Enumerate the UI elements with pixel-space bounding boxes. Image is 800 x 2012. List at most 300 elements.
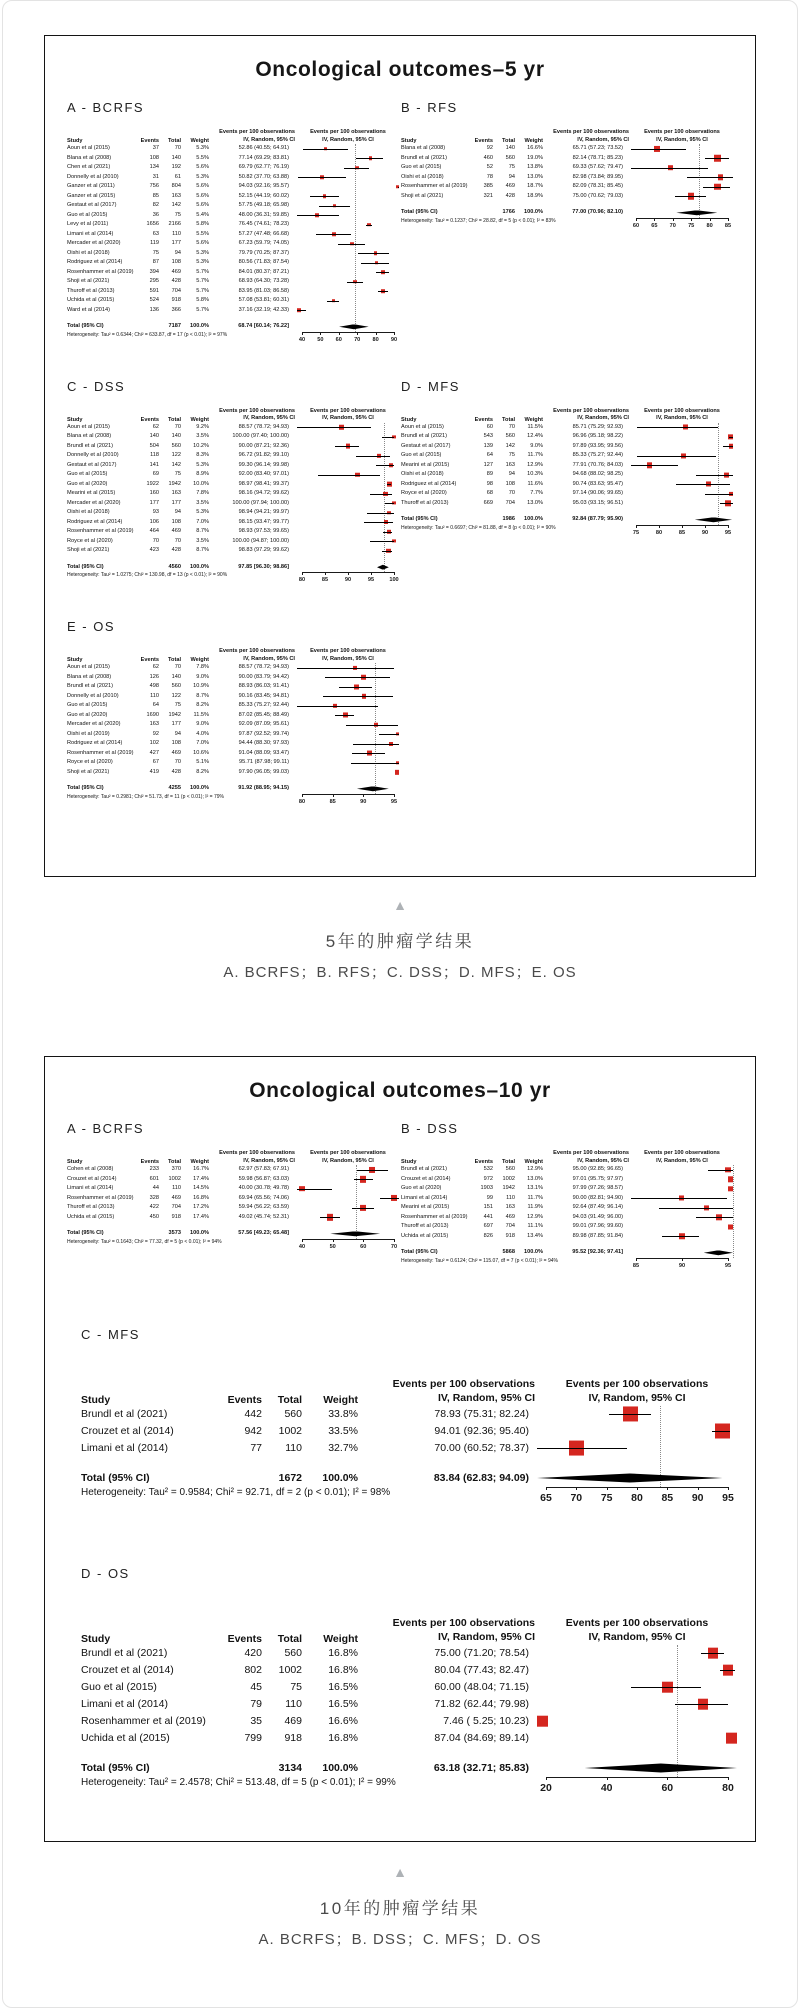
- study-weight: 13.8%: [527, 164, 543, 170]
- study-total: 918: [505, 1232, 515, 1239]
- study-total: 1942: [168, 711, 181, 718]
- plot-row: [297, 1165, 399, 1175]
- study-ci: 95.52 [92.36; 97.41]: [572, 1249, 623, 1255]
- ci-whisker-line: [631, 1198, 727, 1199]
- ci-whisker-line: [659, 1208, 733, 1209]
- plot-header-model-line: IV, Random, 95% CI: [656, 1157, 708, 1164]
- study-total: 1986: [502, 516, 515, 522]
- study-total: 428: [171, 547, 181, 553]
- study-total: 163: [171, 490, 181, 496]
- forest-plot: [67, 403, 399, 590]
- col-header-ci: [213, 643, 297, 663]
- plot-row: [631, 432, 733, 442]
- study-ci: 100.00 (97.40; 100.00): [232, 433, 289, 439]
- study-events: 532: [483, 1166, 493, 1172]
- study-total: 918: [171, 1213, 181, 1220]
- plot-column-header: [297, 124, 399, 144]
- study-events: 669: [483, 499, 493, 506]
- study-total: 1002: [168, 1175, 181, 1182]
- study-ci: 97.99 (97.26; 98.57): [572, 1185, 623, 1191]
- study-name: Total (95% CI): [401, 209, 438, 215]
- study-name: Royce et al (2020): [67, 759, 113, 765]
- study-name: Uchida et al (2015): [67, 297, 115, 303]
- study-weight: 5.8%: [196, 221, 209, 227]
- heterogeneity-text: Heterogeneity: Tau² = 0.2981; Chi² = 51.73, df = 11 (p < 0.01); I² = 79%: [67, 793, 224, 800]
- plot-row: [297, 720, 399, 730]
- study-total: 1002: [278, 1663, 302, 1676]
- study-events: 63: [152, 230, 159, 237]
- total-diamond: [377, 565, 389, 570]
- col-header-events: Events: [474, 1159, 493, 1165]
- study-weight: 4.0%: [196, 730, 209, 737]
- col-header-ci: [547, 1145, 631, 1165]
- panel-label: A - BCRFS: [67, 1121, 145, 1136]
- axis-tick-label: 50: [329, 1243, 336, 1250]
- study-name: Ganzer et al (2011): [67, 183, 115, 189]
- forest-table: [67, 643, 297, 803]
- plot-row: [297, 537, 399, 547]
- plot-row: [631, 163, 733, 173]
- study-events: 1690: [146, 711, 159, 718]
- study-weight: 5.7%: [196, 278, 209, 284]
- col-header-model-line: IV, Random, 95% CI: [437, 1391, 535, 1404]
- plot-spacer: [631, 201, 733, 208]
- study-name: Aoun et al (2015): [67, 664, 110, 670]
- axis-tick: [333, 794, 334, 797]
- study-ci: 78.93 (75.31; 82.24): [434, 1407, 529, 1420]
- ci-whisker-line: [720, 503, 734, 504]
- study-total: 110: [172, 230, 181, 237]
- study-events: 127: [483, 461, 493, 468]
- study-total: 2166: [168, 221, 181, 227]
- axis-tick: [546, 1487, 547, 1490]
- plot-row: [537, 1406, 737, 1423]
- study-ci: 99.01 (97.96; 99.60): [572, 1223, 623, 1229]
- study-name: Guo et al (2015): [81, 1680, 157, 1693]
- study-total: 163: [505, 461, 515, 468]
- plot-row: [537, 1730, 737, 1747]
- study-ci: 75.00 (70.62; 79.03): [572, 192, 623, 199]
- plot-row: [631, 173, 733, 183]
- axis-tick: [673, 218, 674, 221]
- study-weight: 100.0%: [190, 323, 209, 329]
- axis-tick-label: 90: [344, 577, 352, 583]
- ci-whisker-line: [708, 1170, 733, 1171]
- study-ci: 98.97 (98.41; 99.37): [238, 480, 289, 487]
- axis-tick: [691, 218, 692, 221]
- axis-tick: [394, 572, 395, 575]
- study-total: 469: [505, 183, 515, 189]
- study-name: Oishi et al (2018): [401, 471, 444, 477]
- col-header-total: Total: [277, 1393, 302, 1406]
- study-ci: 67.23 (59.79; 74.05): [238, 240, 289, 246]
- study-total: 370: [171, 1166, 181, 1172]
- plot-column-header: [631, 1145, 733, 1165]
- study-name: Mercader et al (2020): [67, 240, 121, 246]
- study-name: Total (95% CI): [401, 1249, 438, 1255]
- study-ci: 82.14 (78.71; 85.23): [572, 154, 623, 161]
- ci-whisker-line: [703, 187, 729, 188]
- study-name: Rosenhammer et al (2019): [67, 268, 134, 275]
- study-ci: 87.04 (84.69; 89.14): [434, 1731, 529, 1744]
- ci-whisker-line: [353, 744, 399, 745]
- ci-whisker-line: [729, 437, 733, 438]
- forest-plot: [67, 1145, 399, 1256]
- ci-whisker-line: [631, 149, 686, 150]
- forest-plot: [81, 1611, 737, 1804]
- axis-tick: [302, 1239, 303, 1242]
- study-total: 704: [171, 287, 181, 294]
- study-ci: 98.15 (93.47; 99.77): [238, 518, 289, 525]
- plot-header-obs-line: Events per 100 observations: [565, 1378, 709, 1391]
- study-weight: 17.2%: [193, 1204, 209, 1210]
- study-weight: 5.3%: [196, 173, 209, 180]
- forest-plot: [81, 1372, 737, 1514]
- ci-whisker-line: [379, 734, 399, 735]
- study-ci: 85.33 (75.27; 92.44): [238, 702, 289, 708]
- plot-row: [297, 277, 399, 287]
- study-weight: 5.5%: [196, 230, 209, 237]
- plot-row: [297, 296, 399, 306]
- forest-plot-area: [631, 403, 733, 542]
- panel-row: [67, 1327, 733, 1514]
- ci-whisker-line: [325, 677, 390, 678]
- axis-tick: [607, 1487, 608, 1490]
- figure-5yr: [44, 35, 756, 877]
- study-weight: 5.3%: [196, 461, 209, 468]
- collapse-triangle-icon[interactable]: ▲: [393, 897, 407, 913]
- study-total: 704: [171, 1204, 181, 1210]
- study-name: Rosenhammer et al (2019): [401, 183, 468, 189]
- study-weight: 5.3%: [196, 259, 209, 265]
- axis-line: [636, 218, 728, 219]
- study-events: 321: [483, 192, 493, 199]
- study-weight: 16.5%: [328, 1680, 358, 1693]
- study-events: 77: [250, 1441, 262, 1454]
- ci-whisker-line: [701, 1653, 723, 1654]
- study-ci: 68.74 [60.14; 76.22]: [238, 323, 289, 329]
- col-header-ci: [362, 1611, 537, 1645]
- col-header-weight: Weight: [190, 416, 209, 423]
- study-total: 163: [505, 1204, 515, 1210]
- forest-table: [401, 403, 631, 534]
- plot-row: [631, 182, 733, 192]
- plot-row: [297, 749, 399, 759]
- ci-whisker-line: [676, 484, 731, 485]
- study-ci: 96.72 (91.82; 99.10): [238, 452, 289, 458]
- study-ci: 98.83 (97.29; 99.62): [238, 547, 289, 553]
- plot-total-row: [297, 322, 399, 332]
- study-total: 560: [505, 433, 515, 439]
- total-diamond: [330, 1231, 380, 1236]
- axis-tick: [636, 218, 637, 221]
- study-events: 139: [483, 442, 493, 449]
- study-weight: 5.3%: [196, 145, 209, 151]
- study-weight: 32.7%: [328, 1441, 358, 1454]
- study-events: 385: [483, 183, 493, 189]
- study-events: 37: [152, 145, 159, 151]
- study-weight: 7.0%: [196, 518, 209, 525]
- study-name: Total (95% CI): [67, 563, 104, 570]
- study-weight: 19.0%: [527, 154, 543, 161]
- col-header-ci: [547, 124, 631, 144]
- heterogeneity-text: Heterogeneity: Tau² = 0.1643; Chi² = 77.32, df = 5 (p < 0.01); I² = 94%: [67, 1238, 222, 1245]
- study-ci: 40.00 (30.78; 49.78): [238, 1185, 289, 1191]
- study-ci: 75.00 (71.20; 78.54): [434, 1646, 529, 1659]
- axis-tick-label: 60: [661, 1781, 674, 1794]
- study-events: [216, 1760, 266, 1777]
- ci-whisker-line: [383, 532, 393, 533]
- study-events: 68: [486, 490, 493, 496]
- ci-whisker-line: [339, 687, 372, 688]
- figure-5yr-panels: [67, 100, 733, 811]
- plot-total-row: [537, 1760, 737, 1777]
- axis-tick-label: 75: [688, 222, 695, 229]
- study-events: 177: [149, 499, 159, 506]
- caption-panel-legend: A. BCRFS；B. DSS；C. MFS；D. OS: [258, 1931, 542, 1948]
- study-events: 108: [149, 154, 159, 161]
- study-name: Brundl et al (2021): [401, 1166, 448, 1172]
- forest-table: [67, 124, 297, 341]
- plot-row: [537, 1440, 737, 1457]
- col-header-weight: Weight: [323, 1632, 358, 1645]
- study-events: 524: [149, 297, 159, 303]
- row-spacer: [401, 508, 631, 515]
- study-ci: 95.71 (87.98; 99.11): [239, 759, 289, 765]
- plot-row: [297, 1184, 399, 1194]
- plot-header-obs-line: Events per 100 observations: [310, 407, 386, 414]
- study-total: 3573: [168, 1230, 181, 1236]
- study-ci: 57.27 (47.48; 66.68): [238, 230, 289, 237]
- col-header-obs-line: Events per 100 observations: [553, 129, 629, 136]
- study-weight: 13.0%: [527, 499, 543, 506]
- study-weight: 10.2%: [193, 442, 209, 449]
- axis-tick: [667, 1487, 668, 1490]
- axis-tick: [371, 572, 372, 575]
- study-events: 826: [483, 1232, 493, 1239]
- study-events: [139, 322, 163, 332]
- study-events: 106: [149, 518, 159, 525]
- axis-tick: [357, 332, 358, 335]
- study-total: 918: [171, 297, 181, 303]
- axis-tick: [363, 1239, 364, 1242]
- study-ci: 96.96 (95.18; 98.22): [572, 433, 623, 439]
- study-weight: 8.7%: [196, 692, 209, 699]
- ci-whisker-line: [346, 725, 398, 726]
- study-ci: 94.68 (88.02; 98.25): [572, 471, 623, 477]
- study-ci: 98.93 (97.53; 99.65): [238, 528, 289, 534]
- plot-row: [297, 682, 399, 692]
- study-events: 87: [152, 259, 159, 265]
- study-events: 450: [149, 1213, 159, 1220]
- study-total: 704: [505, 499, 515, 506]
- study-name: Guo et al (2015): [67, 702, 108, 708]
- study-name: Chen et al (2021): [67, 164, 111, 170]
- axis-tick: [607, 1777, 608, 1780]
- plot-row: [631, 154, 733, 164]
- study-events: 85: [152, 192, 159, 199]
- study-ci: 100.00 (97.94; 100.00): [232, 499, 289, 506]
- ci-square-marker: [728, 1177, 733, 1182]
- ci-whisker-line: [319, 206, 350, 207]
- plot-header-obs-line: Events per 100 observations: [644, 407, 720, 414]
- study-ci: 87.02 (85.45; 88.49): [238, 711, 289, 718]
- study-total: 1766: [502, 209, 515, 215]
- study-total: 428: [171, 278, 181, 284]
- study-name: Limani et al (2014): [67, 230, 114, 237]
- study-weight: 7.0%: [196, 740, 209, 746]
- collapse-triangle-icon[interactable]: ▲: [393, 1864, 407, 1880]
- study-ci: 84.01 (80.37; 87.21): [238, 268, 289, 275]
- study-name: Gestaut et al (2017): [67, 461, 117, 468]
- axis-tick: [728, 1258, 729, 1261]
- axis-tick-label: 75: [632, 529, 640, 536]
- heterogeneity-text: Heterogeneity: Tau² = 0.6697; Chi² = 81.88, df = 8 (p < 0.01); I² = 90%: [401, 524, 556, 531]
- study-total: 4255: [168, 785, 181, 791]
- study-total: 560: [505, 1166, 515, 1172]
- col-header-weight: Weight: [524, 416, 543, 423]
- study-weight: 9.0%: [196, 721, 209, 727]
- study-ci: 85.71 (75.29; 92.93): [572, 423, 623, 430]
- axis-tick-label: 60: [360, 1243, 367, 1250]
- axis-tick-label: 85: [329, 798, 336, 805]
- panel-label: B - DSS: [401, 1121, 459, 1136]
- study-name: Thuroff et al (2013): [401, 499, 449, 506]
- plot-axis: [537, 1487, 737, 1514]
- study-events: 93: [152, 509, 159, 515]
- study-total: 560: [505, 154, 515, 161]
- plot-axis: [631, 1258, 733, 1275]
- study-name: Rodriguez et al (2014): [67, 518, 123, 525]
- panel-label: D - OS: [81, 1565, 130, 1581]
- forest-plot-area: [631, 1145, 733, 1275]
- study-ci: 95.03 (93.15; 96.51): [572, 499, 623, 506]
- axis-tick: [659, 525, 660, 528]
- study-events: 591: [149, 287, 159, 294]
- ci-square-marker: [726, 1733, 737, 1744]
- study-name: Brundl et al (2021): [401, 154, 448, 161]
- axis-line: [546, 1777, 728, 1778]
- study-total: 469: [171, 749, 181, 756]
- study-events: 504: [149, 442, 159, 449]
- col-header-study: Study: [81, 1632, 111, 1645]
- plot-row: [297, 268, 399, 278]
- study-total: 142: [505, 442, 515, 449]
- ci-whisker-line: [320, 1217, 340, 1218]
- study-events: 328: [149, 1194, 159, 1201]
- col-header-model-line: IV, Random, 95% CI: [437, 1630, 535, 1643]
- study-events: 64: [486, 452, 493, 458]
- ci-whisker-line: [376, 272, 389, 273]
- ci-whisker-line: [318, 475, 381, 476]
- ci-whisker-line: [696, 1217, 733, 1218]
- total-diamond: [585, 1764, 737, 1773]
- study-weight: 5.6%: [196, 192, 209, 199]
- study-ci: 95.00 (92.85; 96.65): [572, 1166, 623, 1172]
- study-weight: 5.1%: [196, 759, 209, 765]
- study-events: 67: [152, 759, 159, 765]
- study-ci: 91.04 (88.09; 93.47): [238, 749, 289, 756]
- study-ci: 52.15 (44.19; 60.02): [238, 192, 289, 199]
- plot-row: [631, 1232, 733, 1242]
- study-name: Mearini et al (2015): [401, 461, 450, 468]
- study-total: 122: [171, 692, 181, 699]
- panel-row: [67, 1121, 733, 1275]
- study-total: 108: [171, 518, 181, 525]
- ci-whisker-line: [687, 177, 733, 178]
- study-total: 1942: [168, 480, 181, 487]
- study-weight: 5.8%: [196, 297, 209, 303]
- forest-panel-a-bcrfs: [67, 1121, 399, 1256]
- study-events: 423: [149, 547, 159, 553]
- study-ci: 37.16 (32.19; 42.33): [238, 306, 289, 313]
- study-ci: 59.98 (56.87; 63.03): [238, 1175, 289, 1182]
- study-total: 94: [508, 173, 515, 180]
- study-weight: 12.9%: [527, 461, 543, 468]
- axis-tick: [302, 332, 303, 335]
- study-events: 60: [486, 423, 493, 430]
- study-ci: 82.98 (73.84; 89.95): [572, 173, 623, 180]
- col-header-obs-line: Events per 100 observations: [392, 1378, 535, 1391]
- study-name: Rosenhammer et al (2019): [81, 1714, 206, 1727]
- study-name: Guo et al (2015): [401, 452, 442, 458]
- plot-total-row: [297, 784, 399, 794]
- plot-spacer: [297, 315, 399, 322]
- axis-tick: [339, 332, 340, 335]
- study-name: Mercader et al (2020): [67, 721, 121, 727]
- study-name: Guo et al (2020): [67, 480, 108, 487]
- col-header-total: Total: [502, 138, 515, 144]
- study-name: Limani et al (2014): [81, 1697, 168, 1710]
- col-header-events: Events: [140, 416, 159, 423]
- study-ci: 80.56 (71.83; 87.54): [238, 259, 289, 265]
- row-spacer: [67, 1222, 297, 1229]
- plot-row: [297, 499, 399, 509]
- axis-tick: [394, 794, 395, 797]
- study-ci: 98.16 (94.72; 99.62): [238, 490, 289, 496]
- col-header-weight: Weight: [190, 1159, 209, 1165]
- plot-row: [297, 480, 399, 490]
- ci-whisker-line: [335, 715, 354, 716]
- study-events: 118: [150, 452, 159, 458]
- study-name: Guo et al (2020): [67, 711, 108, 718]
- axis-tick-label: 60: [335, 336, 342, 343]
- heterogeneity-text: Heterogeneity: Tau² = 0.1237; Chi² = 28.82, df = 5 (p < 0.01); I² = 83%: [401, 217, 556, 224]
- plot-row: [297, 1213, 399, 1223]
- col-header-model-line: IV, Random, 95% CI: [243, 136, 295, 143]
- study-events: 36: [152, 211, 159, 218]
- col-header-study: Study: [67, 416, 83, 423]
- col-header-model-line: IV, Random, 95% CI: [243, 415, 295, 422]
- study-name: Blana et al (2008): [67, 433, 112, 439]
- axis-tick-label: 70: [570, 1491, 583, 1504]
- study-ci: 97.87 (92.52; 99.74): [238, 730, 289, 737]
- study-total: 140: [171, 673, 181, 680]
- axis-tick: [728, 1777, 729, 1780]
- panel-label: D - MFS: [401, 378, 460, 394]
- forest-plot: [67, 643, 399, 811]
- col-header-weight: Weight: [190, 138, 209, 144]
- plot-row: [297, 673, 399, 683]
- heterogeneity-text: Heterogeneity: Tau² = 0.6124; Chi² = 115.07, df = 7 (p < 0.01); I² = 94%: [401, 1257, 558, 1264]
- forest-panel-c-mfs: [81, 1327, 737, 1514]
- ci-whisker-line: [376, 465, 394, 466]
- study-events: 126: [149, 673, 159, 680]
- forest-plot: [401, 403, 733, 542]
- caption-text-zh: 5年的肿瘤学结果: [325, 932, 475, 951]
- total-diamond: [339, 324, 369, 329]
- plot-header-model-line: IV, Random, 95% CI: [588, 1630, 686, 1643]
